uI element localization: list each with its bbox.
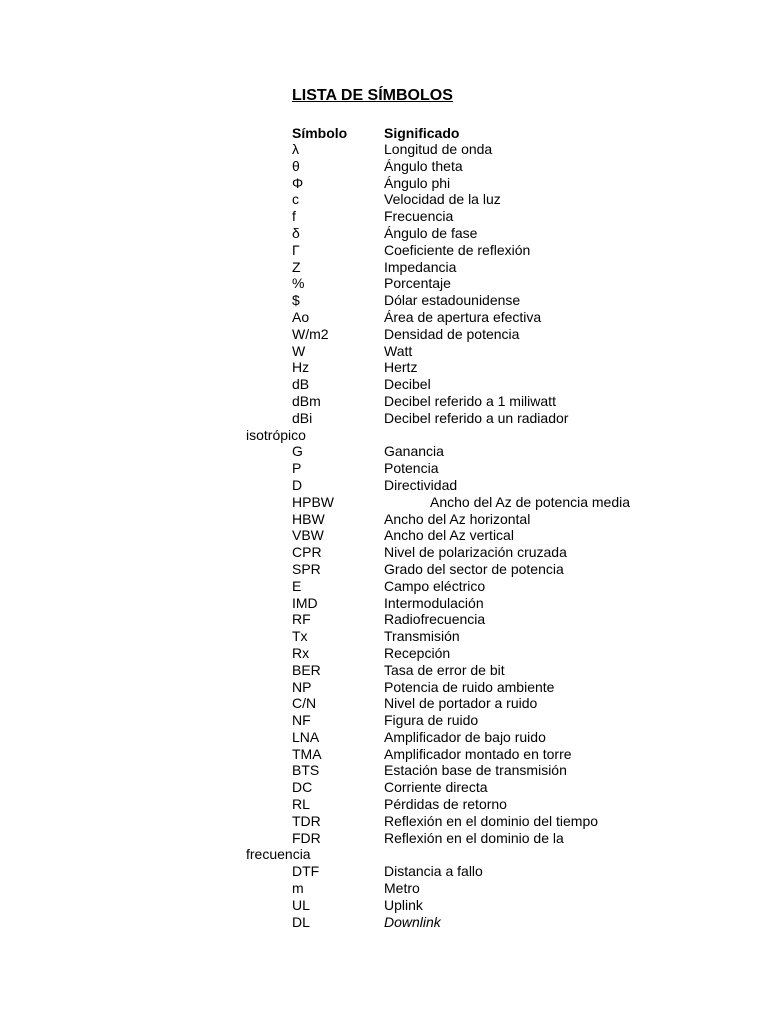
symbol-cell: NF	[292, 712, 311, 729]
list-item	[0, 242, 768, 259]
meaning-cell: Decibel referido a un radiador	[384, 409, 569, 426]
symbol-cell: Γ	[292, 241, 300, 258]
symbol-cell: HBW	[292, 510, 325, 527]
symbol-cell: D	[292, 476, 303, 493]
symbol-cell: f	[292, 208, 296, 225]
symbol-cell: DC	[292, 779, 313, 796]
symbol-cell: Φ	[292, 174, 304, 191]
list-item	[0, 662, 768, 679]
list-item	[0, 729, 768, 746]
meaning-cell: Figura de ruido	[384, 712, 479, 729]
symbol-cell: DL	[292, 913, 310, 930]
meaning-cell: Watt	[384, 342, 413, 359]
meaning-cell: Downlink	[384, 913, 441, 930]
symbol-cell: CPR	[292, 544, 322, 561]
symbol-cell: TMA	[292, 745, 322, 762]
list-item	[0, 511, 768, 528]
symbol-cell: G	[292, 443, 303, 460]
meaning-cell: Decibel referido a 1 miliwatt	[384, 392, 556, 409]
meaning-cell: Impedancia	[384, 258, 457, 275]
symbol-cell: $	[292, 292, 300, 309]
symbol-cell: Hz	[292, 359, 310, 376]
list-item	[0, 477, 768, 494]
list-item	[0, 376, 768, 393]
meaning-cell: Velocidad de la luz	[384, 191, 501, 208]
meaning-cell: Potencia	[384, 460, 439, 477]
list-item	[0, 259, 768, 276]
symbol-cell: BER	[292, 661, 321, 678]
meaning-cell: Ángulo phi	[384, 174, 451, 191]
meaning-cell: Ángulo de fase	[384, 224, 478, 241]
meaning-cell: Porcentaje	[384, 275, 451, 292]
list-item	[0, 628, 768, 645]
list-item	[0, 275, 768, 292]
meaning-cell: Dólar estadounidense	[384, 292, 521, 309]
meaning-cell: Campo eléctrico	[384, 577, 486, 594]
meaning-cell: Amplificador montado en torre	[384, 745, 572, 762]
symbol-cell: dB	[292, 376, 310, 393]
symbol-cell: dBm	[292, 392, 321, 409]
list-item	[0, 359, 768, 376]
meaning-cell: Frecuencia	[384, 208, 454, 225]
symbol-cell: IMD	[292, 594, 318, 611]
list-item	[0, 292, 768, 309]
list-item	[0, 611, 768, 628]
meaning-cell: Ángulo theta	[384, 157, 463, 174]
symbol-cell: TDR	[292, 812, 321, 829]
list-item	[0, 326, 768, 343]
meaning-continuation-text: isotrópico	[246, 426, 306, 443]
symbol-cell: Z	[292, 258, 301, 275]
list-item	[0, 343, 768, 360]
list-item	[0, 578, 768, 595]
symbol-cell: DTF	[292, 863, 320, 880]
column-header-symbol: Símbolo	[292, 125, 348, 141]
meaning-cell: Transmisión	[384, 628, 460, 645]
meaning-cell: Amplificador de bajo ruido	[384, 728, 546, 745]
page-title: LISTA DE SÍMBOLOS	[292, 87, 453, 104]
symbol-cell: W/m2	[292, 325, 329, 342]
meaning-cell: Estación base de transmisión	[384, 762, 567, 779]
list-item	[0, 645, 768, 662]
meaning-cell: Longitud de onda	[384, 141, 493, 157]
list-item	[0, 225, 768, 242]
symbol-cell: λ	[292, 141, 299, 157]
list-item	[0, 191, 768, 208]
meaning-cell: Área de apertura efectiva	[384, 308, 542, 325]
list-item	[0, 914, 768, 931]
list-item	[0, 746, 768, 763]
list-item	[0, 863, 768, 880]
meaning-cell: Distancia a fallo	[384, 863, 483, 880]
meaning-cell: Coeficiente de reflexión	[384, 241, 531, 258]
meaning-cell: Uplink	[384, 896, 423, 913]
list-item	[0, 561, 768, 578]
meaning-cell: Directividad	[384, 476, 458, 493]
meaning-cell: Nivel de portador a ruido	[384, 695, 538, 712]
symbol-cell: c	[292, 191, 299, 208]
list-item	[0, 679, 768, 696]
symbol-cell: m	[292, 880, 304, 897]
column-header-meaning: Significado	[384, 125, 460, 141]
list-item	[0, 762, 768, 779]
list-item	[0, 410, 768, 427]
meaning-cell: Ganancia	[384, 443, 444, 460]
meaning-cell: Nivel de polarización cruzada	[384, 544, 567, 561]
symbol-cell: %	[292, 275, 305, 292]
symbol-cell: SPR	[292, 560, 321, 577]
list-item	[0, 494, 768, 511]
symbol-cell: BTS	[292, 762, 320, 779]
list-item	[0, 880, 768, 897]
symbol-cell: RF	[292, 611, 311, 628]
symbol-cell: VBW	[292, 527, 324, 544]
symbol-cell: C/N	[292, 695, 317, 712]
symbol-cell: UL	[292, 896, 310, 913]
meaning-cell: Potencia de ruido ambiente	[384, 678, 555, 695]
list-item	[0, 393, 768, 410]
list-item	[0, 897, 768, 914]
symbol-cell: δ	[292, 224, 300, 241]
symbol-cell: W	[292, 342, 306, 359]
meaning-continuation-text: frecuencia	[246, 846, 311, 863]
meaning-cell: Intermodulación	[384, 594, 484, 611]
symbol-cell: E	[292, 577, 302, 594]
meaning-cell: Ancho del Az horizontal	[384, 510, 531, 527]
list-item	[0, 443, 768, 460]
meaning-cell: Reflexión en el dominio del tiempo	[384, 812, 599, 829]
meaning-cell: Ancho del Az de potencia media	[430, 493, 631, 510]
meaning-cell: Hertz	[384, 359, 418, 376]
list-item	[0, 175, 768, 192]
list-item-continuation	[0, 427, 768, 444]
meaning-cell: Recepción	[384, 644, 451, 661]
symbol-cell: Rx	[292, 644, 310, 661]
symbol-cell: RL	[292, 796, 310, 813]
meaning-cell: Densidad de potencia	[384, 325, 520, 342]
list-item	[0, 712, 768, 729]
symbol-list	[0, 141, 768, 930]
list-item	[0, 527, 768, 544]
list-item	[0, 460, 768, 477]
symbol-cell: θ	[292, 157, 300, 174]
list-item	[0, 813, 768, 830]
symbol-cell: Tx	[292, 628, 308, 645]
list-item	[0, 830, 768, 847]
list-item	[0, 309, 768, 326]
meaning-cell: Decibel	[384, 376, 431, 393]
list-item	[0, 208, 768, 225]
meaning-cell: Metro	[384, 880, 420, 897]
meaning-cell: Corriente directa	[384, 779, 488, 796]
meaning-cell: Ancho del Az vertical	[384, 527, 514, 544]
list-item	[0, 141, 768, 158]
list-item-continuation	[0, 846, 768, 863]
symbol-cell: HPBW	[292, 493, 334, 510]
symbol-cell: P	[292, 460, 302, 477]
list-item	[0, 595, 768, 612]
list-item	[0, 779, 768, 796]
list-item	[0, 695, 768, 712]
symbol-cell: dBi	[292, 409, 313, 426]
list-item	[0, 158, 768, 175]
symbol-cell: LNA	[292, 728, 320, 745]
list-item	[0, 544, 768, 561]
symbol-cell: Ao	[292, 308, 310, 325]
symbol-cell: FDR	[292, 829, 321, 846]
meaning-cell: Reflexión en el dominio de la	[384, 829, 564, 846]
meaning-cell: Pérdidas de retorno	[384, 796, 507, 813]
meaning-cell: Grado del sector de potencia	[384, 560, 564, 577]
list-item	[0, 796, 768, 813]
meaning-cell: Tasa de error de bit	[384, 661, 505, 678]
symbol-cell: NP	[292, 678, 312, 695]
meaning-cell: Radiofrecuencia	[384, 611, 486, 628]
